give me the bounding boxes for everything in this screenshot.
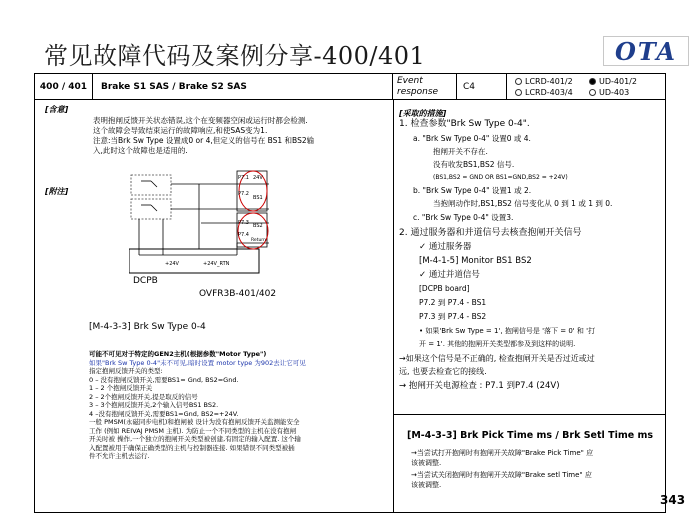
monitor-ref: [M-4-1-5] Monitor BS1 BS2 — [419, 256, 532, 266]
controller-options — [507, 74, 665, 99]
column-divider — [393, 100, 394, 512]
page-title: 常见故障代码及案例分享-400/401 — [44, 42, 426, 70]
fault-name: Brake S1 SAS / Brake S2 SAS — [93, 74, 393, 99]
section-divider — [394, 414, 665, 415]
setl-time-line-2: 该被调整. — [411, 481, 442, 489]
label-p7-4: P7.4 — [238, 232, 249, 238]
pick-setl-title: [M-4-3-3] Brk Pick Time ms / Brk Setl Time ms — [407, 430, 654, 441]
radio-empty-icon — [515, 78, 522, 85]
type-note-line-2: 开 = 1'. 其他的抱闸开关类型都参及到这样的说明. — [419, 340, 576, 348]
page-number: 343 — [660, 493, 686, 507]
step-1b: b. "Brk Sw Type 0-4" 设置1 或 2. — [413, 186, 532, 195]
check-parallel: ✓ 通过并道信号 — [419, 270, 480, 280]
brake-type-description — [89, 350, 389, 461]
step-1a-sub2: 没有收发BS1,BS2 信号. — [433, 160, 515, 169]
power-check: → 抱闸开关电源检查 : P7.1 到P7.4 (24V) — [399, 381, 560, 391]
check-distance-line-2: 远, 也要去检查它的接线. — [399, 367, 487, 376]
fault-header — [35, 74, 665, 100]
label-24v-rtn: +24V_RTN — [203, 261, 230, 267]
param-reference: [M-4-3-3] Brk Sw Type 0-4 — [89, 322, 206, 332]
brake-switch-wiring-diagram — [129, 169, 289, 299]
fine-line-12: 入配置被用于确保正确类型的主机与控制器连接. 如果错误不同类型被插 — [89, 443, 295, 452]
meaning-line-3: 注意:当Brk Sw Type 设置成0 or 4,但定义的信号在 BS1 和BS2输 — [93, 136, 315, 145]
option-ud-403[interactable]: UD-403 — [589, 88, 629, 97]
fine-line-8: 4 –没有抱闸反馈开关,需要BS1=Gnd, BS2=+24V. — [89, 409, 239, 418]
dcpb-board-ref: [DCPB board] — [419, 284, 470, 293]
option-lcrd-403-4[interactable]: LCRD-403/4 — [515, 88, 573, 97]
p72-bs1: P7.2 到 P7.4 - BS1 — [419, 298, 487, 307]
radio-selected-icon — [589, 78, 596, 85]
label-dcpb: DCPB — [133, 276, 158, 286]
fine-line-4: 0 – 没有抱闸反馈开关,需要BS1= Gnd, BS2=Gnd. — [89, 375, 239, 384]
event-response-value: C4 — [457, 74, 507, 99]
step-1a-sub3: (BS1,BS2 = GND OR BS1=GND,BS2 = +24V) — [433, 174, 568, 181]
fine-line-9: 一般 PMSM(永磁同步电机)和抱闸被 设计为没有抱闸反馈开关监测能安全 — [89, 418, 300, 426]
fine-line-6: 2 – 2个抱闸反馈开关,提是取反的信号 — [89, 392, 198, 401]
label-p7-2: P7.2 — [238, 191, 249, 197]
logo-text: OTA — [614, 36, 678, 66]
fine-line-2: 如果"Brk Sw Type 0-4"未不可见,暗时设置 motor type 为902去让它可见 — [89, 358, 306, 367]
fine-line-1: 可能不可见对于特定的GEN2主机(根据参数"Motor Type") — [89, 350, 267, 358]
option-lcrd-401-2[interactable]: LCRD-401/2 — [515, 77, 573, 86]
setl-time-line-1: →当尝试关闭抱闸时有抱闸开关故障"Brake setl Time" 应 — [411, 471, 592, 479]
label-return: Return — [251, 238, 266, 243]
meaning-line-2: 这个故障会导致结束运行的故障响应,和使SAS变为1. — [93, 126, 268, 135]
label-p7-3: P7.3 — [238, 220, 249, 226]
fine-line-3: 指定抱闸反馈开关的类型: — [89, 367, 163, 375]
label-24v: +24V — [165, 261, 179, 267]
radio-empty-icon — [589, 89, 596, 96]
step-1b-sub1: 当抱闸动作时,BS1,BS2 信号变化从 0 到 1 或 1 到 0. — [433, 199, 613, 208]
fine-line-10: 工作 (例如 REIVAJ PMSM 主机). 为防止一个不同类型的主机在没有抱闸 — [89, 426, 297, 435]
ota-logo — [603, 36, 689, 66]
pick-time-line-1: →当尝试打开抱闸时有抱闸开关故障"Brake Pick Time" 应 — [411, 449, 594, 457]
note-tag: [附注] — [45, 187, 69, 196]
check-distance-line-1: →如果这个信号是不正确的, 检查抱闸开关是否过近或过 — [399, 354, 595, 363]
step-1a: a. "Brk Sw Type 0-4" 设置0 或 4. — [413, 134, 531, 143]
step-1a-sub1: 抱闸开关不存在. — [433, 147, 488, 156]
fault-card — [34, 73, 666, 513]
event-response-label — [393, 74, 457, 99]
event-label-line1: Event — [397, 75, 423, 86]
p73-bs2: P7.3 到 P7.4 - BS2 — [419, 312, 487, 321]
step-1: 1. 检查参数"Brk Sw Type 0-4". — [399, 119, 530, 129]
fault-code: 400 / 401 — [35, 74, 93, 99]
step-1c: c. "Brk Sw Type 0-4" 设置3. — [413, 213, 514, 222]
meaning-line-4: 入,此时这个故障也是适用的. — [93, 146, 188, 155]
label-bs1: BS1 — [253, 195, 263, 201]
pick-time-line-2: 该被调整. — [411, 459, 442, 467]
meaning-tag: [含意] — [45, 105, 69, 114]
label-24v-r: 24V — [253, 175, 263, 181]
fine-line-13: 件不允许主机去运行. — [89, 452, 150, 460]
fine-line-5: 1 – 2 个抱闸反馈开关 — [89, 384, 153, 392]
radio-empty-icon — [515, 89, 522, 96]
measures-tag: [采取的措施] — [399, 109, 447, 118]
fine-line-11: 开关时被 操作,一个独立的抱闸开关类型被创建,有固定的输入配置. 这个输 — [89, 435, 301, 443]
option-ud-401-2[interactable]: UD-401/2 — [589, 77, 637, 86]
step-2: 2. 通过服务器和并道信号去核查抱闸开关信号 — [399, 228, 582, 238]
label-p7-1: P7.1 — [238, 175, 249, 181]
label-bs2: BS2 — [253, 223, 263, 229]
meaning-line-1: 表明抱闸反馈开关状态错误,这个在变频器空闲或运行时都会检测. — [93, 116, 308, 125]
type-note-line-1: • 如果'Brk Sw Type = 1', 抱闸信号是 '落下 = 0' 和 '打 — [419, 327, 596, 335]
check-server: ✓ 通过服务器 — [419, 242, 472, 252]
fine-line-7: 3 – 3个抱闸反馈开关,2个输入信号BS1 BS2. — [89, 401, 219, 409]
event-label-line2: response — [397, 86, 439, 97]
label-ovfr: OVFR3B-401/402 — [199, 289, 277, 299]
